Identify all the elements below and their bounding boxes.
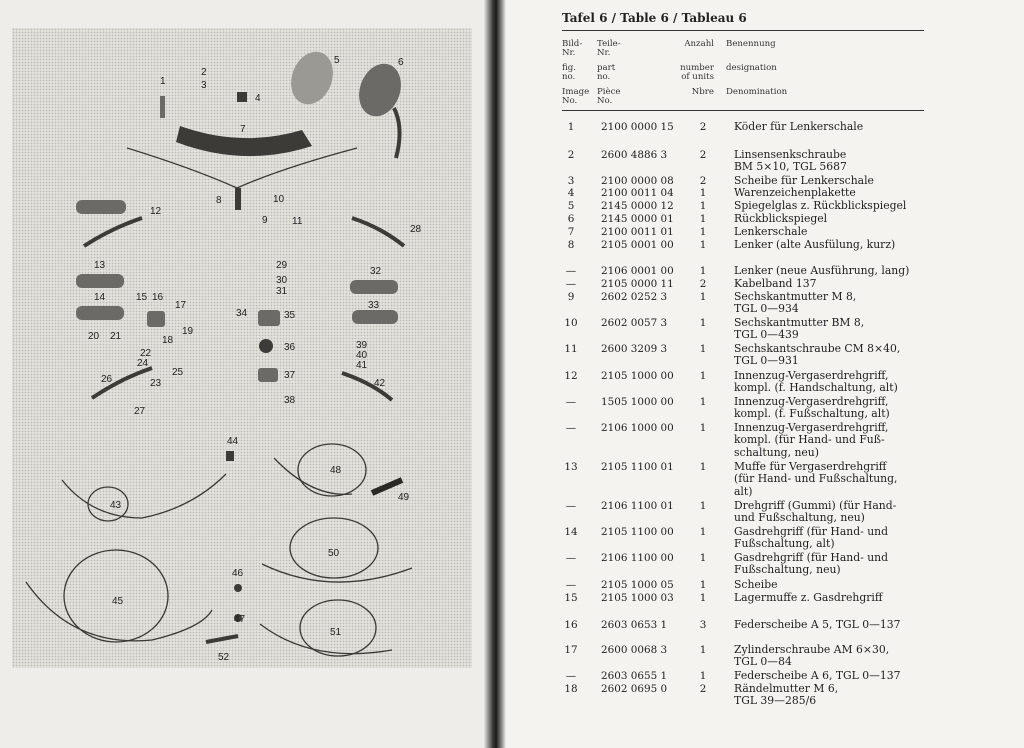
part-fig-no: 5: [567, 200, 575, 212]
callout-31: 31: [276, 286, 288, 297]
callout-24: 24: [137, 358, 149, 369]
part-number: 2145 0000 01: [601, 213, 674, 225]
part-quantity: 1: [699, 552, 707, 564]
callout-30: 30: [276, 275, 288, 286]
header-teile-column: Teile- Nr. part no. Pièce No.: [597, 39, 621, 106]
part-quantity: 1: [699, 291, 707, 303]
lever-left-part: [84, 218, 142, 246]
exploded-parts-illustration: [12, 28, 472, 668]
part-designation: [734, 343, 930, 368]
part-designation-line: Gasdrehgriff (für Hand- und: [734, 551, 889, 564]
callout-42: 42: [374, 378, 386, 389]
callout-45: 45: [112, 596, 124, 607]
cable-48-run: [274, 458, 352, 494]
part-designation-line: Köder für Lenkerschale: [734, 120, 864, 133]
part-designation: [734, 200, 930, 212]
part-designation-line: Innenzug-Vergaserdrehgriff,: [734, 395, 889, 408]
part-quantity: 1: [699, 239, 707, 251]
mirror-stem-part: [394, 108, 400, 158]
header-rule-top: [562, 30, 924, 31]
grip-left-part: [76, 200, 126, 214]
part-number: 2105 1100 00: [601, 526, 674, 538]
part-designation: [734, 265, 930, 277]
part-designation-line: TGL 0—439: [734, 328, 799, 342]
part-fig-no: —: [565, 265, 577, 277]
callout-27: 27: [134, 406, 146, 417]
part-fig-no: 17: [564, 644, 578, 656]
part-fig-no: —: [565, 278, 577, 290]
part-quantity: 2: [699, 149, 707, 161]
part-fig-no: —: [565, 500, 577, 512]
part-designation-line: Linsensenkschraube: [734, 148, 847, 161]
callout-47: 47: [234, 614, 246, 625]
callout-16: 16: [152, 292, 164, 303]
part-quantity: 1: [699, 670, 707, 682]
cable-50-run: [262, 564, 412, 582]
callout-15: 15: [136, 292, 148, 303]
callout-43: 43: [110, 500, 122, 511]
part-designation-line: TGL 0—931: [734, 354, 799, 368]
part-designation: [734, 291, 930, 316]
callout-34: 34: [236, 308, 248, 319]
part-designation: [734, 278, 930, 290]
part-designation-line: Sechskantschraube CM 8⨯40,: [734, 342, 901, 355]
parts-drawing: [12, 28, 472, 668]
part-number: 2106 1100 01: [601, 500, 674, 512]
callout-17: 17: [175, 300, 187, 311]
part-fig-no: 15: [564, 592, 578, 604]
washer-36-part: [259, 339, 273, 353]
callout-48: 48: [330, 465, 342, 476]
header-rule-bottom: [562, 110, 924, 111]
part-quantity: 2: [699, 175, 707, 187]
part-designation: [734, 461, 930, 498]
part-fig-no: 2: [567, 149, 575, 161]
part-number: 2106 0001 00: [601, 265, 674, 277]
table-title: Tafel 6 / Table 6 / Tableau 6: [562, 11, 747, 25]
part-designation: [734, 226, 930, 238]
part-quantity: 1: [699, 592, 707, 604]
callout-29: 29: [276, 260, 288, 271]
part-designation-line: Zylinderschraube AM 6⨯30,: [734, 643, 890, 656]
part-number: 2603 0653 1: [601, 619, 668, 631]
part-designation-line: TGL 0—84: [734, 655, 792, 669]
callout-26: 26: [101, 374, 113, 385]
part-number: 2100 0000 08: [601, 175, 674, 187]
header-benennung-column: Benennung designation Denomination: [726, 39, 788, 97]
callout-20: 20: [88, 331, 100, 342]
part-designation-line: kompl. (für Hand- und Fuß-: [734, 433, 885, 447]
part-designation-line: Gasdrehgriff (für Hand- und: [734, 525, 889, 538]
part-designation: [734, 500, 930, 525]
callout-35: 35: [284, 310, 296, 321]
grip-14-part: [76, 306, 124, 320]
part-designation-line: schaltung, neu): [734, 445, 819, 459]
part-designation: [734, 552, 930, 577]
callout-51: 51: [330, 627, 342, 638]
part-46: [234, 584, 242, 592]
part-fig-no: —: [565, 422, 577, 434]
cable-51-run: [260, 624, 392, 654]
grip-33-part: [352, 310, 398, 324]
callout-38: 38: [284, 395, 296, 406]
part-designation-line: alt): [734, 484, 753, 498]
callout-18: 18: [162, 335, 174, 346]
part-quantity: 1: [699, 644, 707, 656]
callout-22: 22: [140, 348, 152, 359]
part-fig-no: 6: [567, 213, 575, 225]
part-quantity: 3: [699, 619, 707, 631]
part-designation-line: Scheibe für Lenkerschale: [734, 174, 874, 187]
pin-1-part: [160, 96, 165, 118]
part-designation-line: Spiegelglas z. Rückblickspiegel: [734, 199, 907, 212]
part-designation-line: (für Hand- und Fußschaltung,: [734, 472, 898, 486]
part-designation-line: Federscheibe A 5, TGL 0—137: [734, 618, 901, 631]
part-quantity: 1: [699, 526, 707, 538]
part-designation: [734, 644, 930, 669]
part-fig-no: 13: [564, 461, 578, 473]
part-fig-no: 18: [564, 683, 578, 695]
part-designation-line: Muffe für Vergaserdrehgriff: [734, 460, 887, 473]
callout-2: 2: [201, 67, 207, 78]
part-designation-line: Lagermuffe z. Gasdrehgriff: [734, 591, 883, 604]
grip-13-part: [76, 274, 124, 288]
callout-3: 3: [201, 80, 207, 91]
part-number: 2100 0000 15: [601, 121, 674, 133]
part-quantity: 1: [699, 500, 707, 512]
part-number: 2602 0057 3: [601, 317, 668, 329]
part-designation: [734, 619, 930, 631]
part-quantity: 2: [699, 278, 707, 290]
left-page: [0, 0, 492, 748]
callout-23: 23: [150, 378, 162, 389]
clamp-16-part: [147, 311, 165, 327]
part-quantity: 2: [699, 683, 707, 695]
part-designation: [734, 239, 930, 251]
part-quantity: 1: [699, 370, 707, 382]
part-fig-no: —: [565, 579, 577, 591]
callout-9: 9: [262, 215, 268, 226]
part-designation-line: kompl. (f. Handschaltung, alt): [734, 381, 898, 395]
part-quantity: 1: [699, 422, 707, 434]
part-fig-no: 10: [564, 317, 578, 329]
part-number: 2145 0000 12: [601, 200, 674, 212]
callout-12: 12: [150, 206, 162, 217]
callout-46: 46: [232, 568, 244, 579]
part-quantity: 1: [699, 187, 707, 199]
callout-37: 37: [284, 370, 296, 381]
badge-4-part: [237, 92, 247, 102]
callout-33: 33: [368, 300, 380, 311]
callout-4: 4: [255, 93, 261, 104]
clamp-35-part: [258, 310, 280, 326]
part-number: 2106 1100 00: [601, 552, 674, 564]
part-designation-line: Fußschaltung, alt): [734, 537, 835, 551]
part-number: 2105 0001 00: [601, 239, 674, 251]
handlebar-stem-part: [235, 188, 241, 210]
part-designation-line: Rückblickspiegel: [734, 212, 828, 225]
part-designation-line: Drehgriff (Gummi) (für Hand-: [734, 499, 897, 512]
part-designation-line: TGL 39—285/6: [734, 694, 817, 708]
part-designation-line: Sechskantmutter BM 8,: [734, 316, 865, 329]
callout-14: 14: [94, 292, 106, 303]
part-designation: [734, 683, 930, 708]
part-quantity: 1: [699, 226, 707, 238]
part-designation-line: TGL 0—934: [734, 302, 799, 316]
part-designation: [734, 592, 930, 604]
callout-19: 19: [182, 326, 194, 337]
part-fig-no: 9: [567, 291, 575, 303]
callout-41: 41: [356, 360, 368, 371]
callout-49: 49: [398, 492, 410, 503]
part-designation: [734, 149, 930, 174]
part-number: 2100 0011 04: [601, 187, 674, 199]
part-designation-line: Fußschaltung, neu): [734, 563, 841, 577]
part-quantity: 1: [699, 396, 707, 408]
callout-7: 7: [240, 124, 246, 135]
part-designation-line: Lenker (neue Ausführung, lang): [734, 264, 910, 277]
part-designation: [734, 422, 930, 459]
part-fig-no: —: [565, 396, 577, 408]
part-quantity: 2: [699, 121, 707, 133]
part-fig-no: 16: [564, 619, 578, 631]
part-quantity: 1: [699, 579, 707, 591]
part-designation-line: Kabelband 137: [734, 277, 817, 290]
part-number: 2105 1000 03: [601, 592, 674, 604]
part-quantity: 1: [699, 213, 707, 225]
callout-21: 21: [110, 331, 122, 342]
part-number: 2105 1100 01: [601, 461, 674, 473]
callout-5: 5: [334, 55, 340, 66]
header-bild-column: Bild- Nr. fig. no. Image No.: [562, 39, 590, 106]
part-number: 2600 4886 3: [601, 149, 668, 161]
callout-25: 25: [172, 367, 184, 378]
callout-36: 36: [284, 342, 296, 353]
mirror-glass-part: [284, 46, 340, 110]
part-designation-line: Lenker (alte Ausfülung, kurz): [734, 238, 896, 251]
part-designation: [734, 187, 930, 199]
callout-40: 40: [356, 350, 368, 361]
part-52: [206, 636, 238, 642]
grip-32-part: [350, 280, 398, 294]
callout-52: 52: [218, 652, 230, 663]
part-designation-line: und Fußschaltung, neu): [734, 511, 865, 525]
part-fig-no: 4: [567, 187, 575, 199]
cable-45-run: [26, 582, 212, 641]
part-fig-no: —: [565, 552, 577, 564]
part-designation-line: Innenzug-Vergaserdrehgriff,: [734, 421, 889, 434]
part-number: 2100 0011 01: [601, 226, 674, 238]
cable-end-44-part: [226, 451, 234, 461]
book-gutter: [484, 0, 506, 748]
part-designation-line: Warenzeichenplakette: [734, 186, 856, 199]
part-quantity: 1: [699, 343, 707, 355]
part-number: 2602 0252 3: [601, 291, 668, 303]
part-number: 2603 0655 1: [601, 670, 668, 682]
part-designation: [734, 121, 930, 133]
part-quantity: 1: [699, 265, 707, 277]
part-fig-no: 3: [567, 175, 575, 187]
part-fig-no: —: [565, 670, 577, 682]
cable-43-run: [62, 474, 226, 518]
part-number: 2106 1000 00: [601, 422, 674, 434]
header-anzahl-column: Anzahl number of units Nbre: [680, 39, 714, 97]
part-number: 2602 0695 0: [601, 683, 668, 695]
part-designation-line: Federscheibe A 6, TGL 0—137: [734, 669, 901, 682]
part-fig-no: 1: [567, 121, 575, 133]
part-designation: [734, 396, 930, 421]
part-fig-no: 7: [567, 226, 575, 238]
part-designation-line: Rändelmutter M 6,: [734, 682, 839, 695]
callout-32: 32: [370, 266, 382, 277]
part-quantity: 1: [699, 200, 707, 212]
right-page: [506, 0, 1024, 748]
callout-50: 50: [328, 548, 340, 559]
part-designation: [734, 526, 930, 551]
part-designation: [734, 579, 930, 591]
part-quantity: 1: [699, 317, 707, 329]
part-number: 2600 0068 3: [601, 644, 668, 656]
part-designation-line: Sechskantmutter M 8,: [734, 290, 857, 303]
part-number: 1505 1000 00: [601, 396, 674, 408]
callout-1: 1: [160, 76, 166, 87]
callout-44: 44: [227, 436, 239, 447]
part-number: 2105 1000 05: [601, 579, 674, 591]
callout-10: 10: [273, 194, 285, 205]
part-designation-line: kompl. (f. Fußschaltung, alt): [734, 407, 890, 421]
callout-11: 11: [292, 216, 303, 227]
part-number: 2105 1000 00: [601, 370, 674, 382]
part-number: 2600 3209 3: [601, 343, 668, 355]
part-designation-line: Scheibe: [734, 578, 778, 591]
part-designation: [734, 370, 930, 395]
part-designation-line: BM 5⨯10, TGL 5687: [734, 160, 847, 174]
callout-39: 39: [356, 340, 368, 351]
clamp-37-part: [258, 368, 278, 382]
part-fig-no: 12: [564, 370, 578, 382]
part-quantity: 1: [699, 461, 707, 473]
part-designation: [734, 670, 930, 682]
callout-28: 28: [410, 224, 422, 235]
part-fig-no: 8: [567, 239, 575, 251]
part-designation: [734, 213, 930, 225]
part-fig-no: 11: [564, 343, 578, 355]
callout-8: 8: [216, 195, 222, 206]
part-fig-no: 14: [564, 526, 578, 538]
callout-13: 13: [94, 260, 106, 271]
callout-6: 6: [398, 57, 404, 68]
lever-right-part: [352, 218, 404, 246]
part-designation-line: Lenkerschale: [734, 225, 808, 238]
part-designation-line: Innenzug-Vergaserdrehgriff,: [734, 369, 889, 382]
part-number: 2105 0000 11: [601, 278, 674, 290]
part-designation: [734, 317, 930, 342]
